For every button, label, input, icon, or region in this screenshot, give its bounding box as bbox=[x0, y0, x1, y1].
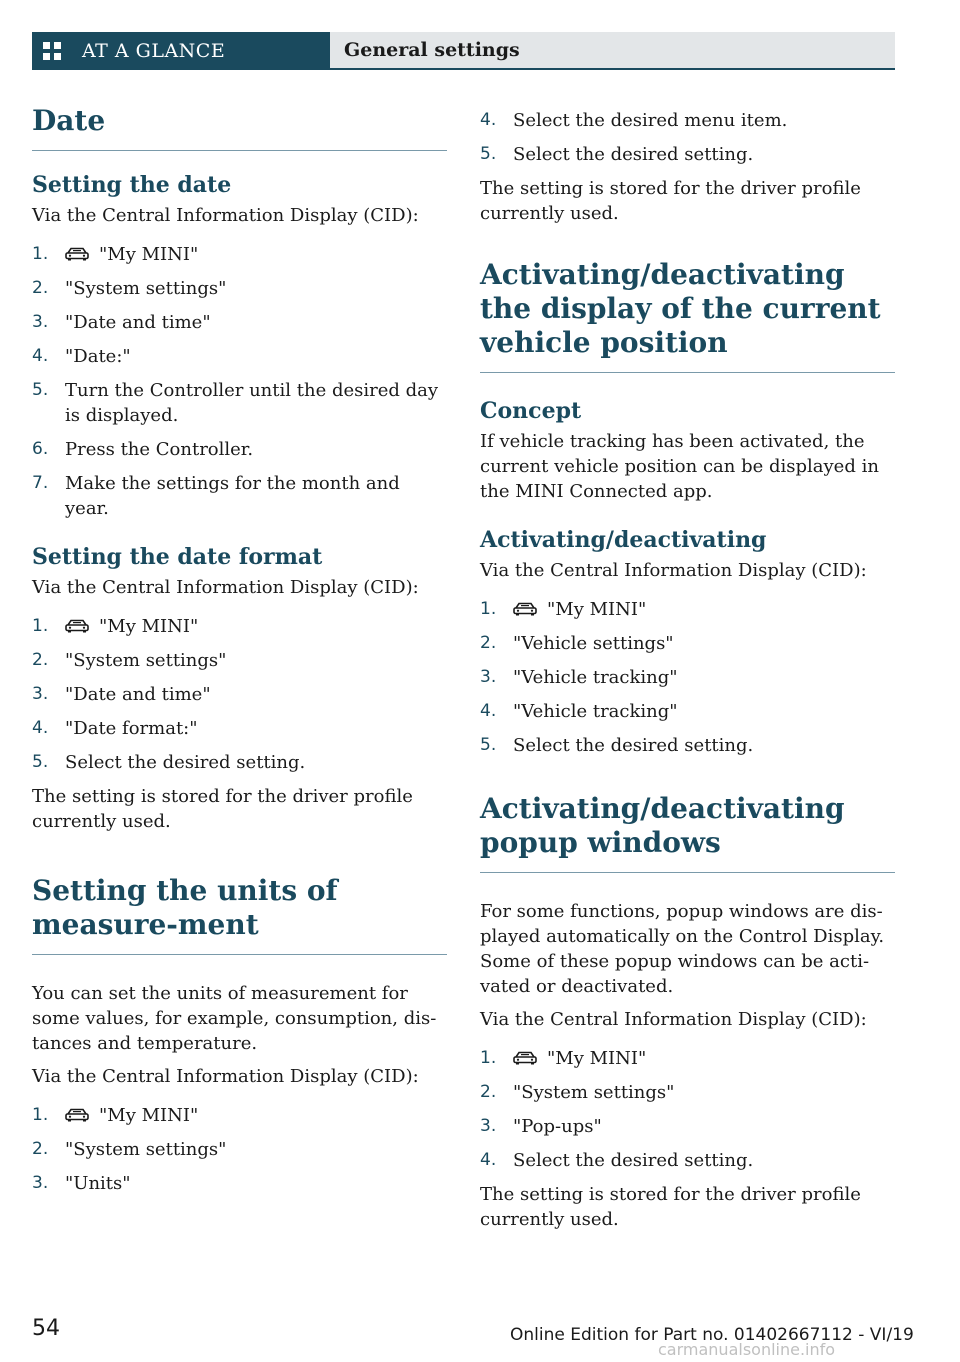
list-item bbox=[32, 648, 447, 673]
right-column bbox=[480, 108, 895, 1240]
step-text: "Date and time" bbox=[65, 312, 211, 333]
car-icon bbox=[65, 243, 89, 257]
step-text: "Units" bbox=[65, 1173, 131, 1194]
step-text: "Date and time" bbox=[65, 684, 211, 705]
car-icon bbox=[65, 1104, 89, 1118]
step-number: 5. bbox=[32, 380, 49, 400]
list-item bbox=[32, 276, 447, 301]
step-number: 2. bbox=[32, 650, 49, 670]
date-format-intro: Via the Central Information Display (CID): bbox=[32, 577, 419, 598]
list-item bbox=[32, 750, 447, 775]
activating-steps bbox=[480, 597, 895, 758]
list-item bbox=[32, 614, 447, 639]
step-text: "My MINI" bbox=[99, 244, 199, 265]
step-number: 2. bbox=[32, 1139, 49, 1159]
section-label: AT A GLANCE bbox=[82, 40, 226, 62]
step-number: 3. bbox=[32, 312, 49, 332]
list-item bbox=[32, 1103, 447, 1128]
step-text: Select the desired menu item. bbox=[513, 110, 788, 131]
list-item bbox=[480, 1080, 895, 1105]
date-heading: Date bbox=[32, 104, 447, 151]
step-number: 1. bbox=[32, 616, 49, 636]
setting-date-heading: Setting the date bbox=[32, 172, 232, 198]
step-text: "Pop-ups" bbox=[513, 1116, 602, 1137]
step-text: Turn the Controller until the desired day is displayed. bbox=[65, 380, 439, 426]
list-item bbox=[32, 310, 447, 335]
step-number: 2. bbox=[32, 278, 49, 298]
list-item bbox=[480, 665, 895, 690]
page-number: 54 bbox=[32, 1316, 60, 1341]
car-icon bbox=[65, 615, 89, 629]
list-item bbox=[32, 242, 447, 267]
watermark: carmanualsonline.info bbox=[658, 1340, 836, 1359]
step-text: "Date format:" bbox=[65, 718, 198, 739]
step-text: Select the desired setting. bbox=[513, 1150, 754, 1171]
step-number: 6. bbox=[32, 439, 49, 459]
section-tab bbox=[32, 32, 330, 70]
list-item bbox=[480, 699, 895, 724]
step-text: "My MINI" bbox=[99, 1105, 199, 1126]
list-item bbox=[480, 597, 895, 622]
step-number: 2. bbox=[480, 1082, 497, 1102]
step-text: Select the desired setting. bbox=[65, 752, 306, 773]
edition-note: Online Edition for Part no. 01402667112 - VI/19 bbox=[510, 1325, 914, 1345]
popup-heading: Activating/deactivating popup windows bbox=[480, 792, 895, 873]
step-number: 3. bbox=[32, 1173, 49, 1193]
concept-body: If vehicle tracking has been activated, the current vehicle position can be displayed in the MINI Connected app. bbox=[480, 431, 879, 502]
list-item bbox=[480, 1114, 895, 1139]
page-title: General settings bbox=[344, 39, 520, 61]
list-item bbox=[32, 1137, 447, 1162]
step-number: 5. bbox=[480, 735, 497, 755]
grid-icon bbox=[43, 42, 61, 60]
step-text: Make the settings for the month and year. bbox=[65, 473, 400, 519]
units-body: You can set the units of measurement for some values, for example, consumption, dis‐tances and temperature. bbox=[32, 983, 437, 1054]
step-number: 4. bbox=[32, 718, 49, 738]
step-text: "Vehicle settings" bbox=[513, 633, 674, 654]
concept-heading: Concept bbox=[480, 398, 582, 424]
step-number: 4. bbox=[480, 1150, 497, 1170]
list-item bbox=[32, 344, 447, 369]
setting-date-intro: Via the Central Information Display (CID): bbox=[32, 205, 419, 226]
step-text: Select the desired setting. bbox=[513, 144, 754, 165]
list-item bbox=[32, 378, 447, 428]
date-format-note: The setting is stored for the driver profile currently used. bbox=[32, 786, 413, 832]
car-icon bbox=[513, 1047, 537, 1061]
step-number: 3. bbox=[480, 667, 497, 687]
popup-steps bbox=[480, 1046, 895, 1173]
popup-note: The setting is stored for the driver profile currently used. bbox=[480, 1184, 861, 1230]
step-text: "Vehicle tracking" bbox=[513, 667, 678, 688]
step-number: 7. bbox=[32, 473, 49, 493]
list-item bbox=[480, 1046, 895, 1071]
units-intro: Via the Central Information Display (CID): bbox=[32, 1066, 419, 1087]
date-format-heading: Setting the date format bbox=[32, 544, 323, 570]
step-number: 4. bbox=[480, 110, 497, 130]
list-item bbox=[480, 108, 895, 133]
popup-intro: Via the Central Information Display (CID): bbox=[480, 1009, 867, 1030]
step-text: "My MINI" bbox=[99, 616, 199, 637]
list-item bbox=[480, 142, 895, 167]
setting-date-steps bbox=[32, 242, 447, 521]
step-number: 3. bbox=[480, 1116, 497, 1136]
activating-intro: Via the Central Information Display (CID): bbox=[480, 560, 867, 581]
list-item bbox=[480, 631, 895, 656]
activating-heading: Activating/deactivating bbox=[480, 527, 767, 553]
step-text: "Vehicle tracking" bbox=[513, 701, 678, 722]
left-column bbox=[32, 104, 447, 1205]
units-steps-continued bbox=[480, 108, 895, 167]
list-item bbox=[32, 682, 447, 707]
list-item bbox=[32, 1171, 447, 1196]
position-heading: Activating/deactivating the display of the current vehicle position bbox=[480, 258, 895, 373]
step-text: Select the desired setting. bbox=[513, 735, 754, 756]
step-number: 2. bbox=[480, 633, 497, 653]
step-text: "Date:" bbox=[65, 346, 131, 367]
step-text: "My MINI" bbox=[547, 1048, 647, 1069]
list-item bbox=[32, 437, 447, 462]
units-note: The setting is stored for the driver profile currently used. bbox=[480, 178, 861, 224]
popup-body: For some functions, popup windows are dis‐played automatically on the Control Display. Some of these popup windows can be acti‐vated or deactivated. bbox=[480, 901, 885, 997]
step-text: "System settings" bbox=[513, 1082, 675, 1103]
step-text: "System settings" bbox=[65, 650, 227, 671]
step-text: "System settings" bbox=[65, 1139, 227, 1160]
date-format-steps bbox=[32, 614, 447, 775]
units-steps bbox=[32, 1103, 447, 1196]
list-item bbox=[32, 471, 447, 521]
list-item bbox=[480, 1148, 895, 1173]
list-item bbox=[480, 733, 895, 758]
step-number: 1. bbox=[32, 1105, 49, 1125]
units-heading: Setting the units of measure‐ment bbox=[32, 874, 447, 955]
step-number: 4. bbox=[32, 346, 49, 366]
step-text: "System settings" bbox=[65, 278, 227, 299]
step-number: 5. bbox=[32, 752, 49, 772]
page-header bbox=[32, 32, 895, 70]
step-number: 5. bbox=[480, 144, 497, 164]
list-item bbox=[32, 716, 447, 741]
step-number: 1. bbox=[480, 599, 497, 619]
car-icon bbox=[513, 598, 537, 612]
step-text: Press the Controller. bbox=[65, 439, 254, 460]
step-number: 4. bbox=[480, 701, 497, 721]
page-title-tab bbox=[330, 32, 895, 70]
step-number: 1. bbox=[32, 244, 49, 264]
step-number: 1. bbox=[480, 1048, 497, 1068]
step-number: 3. bbox=[32, 684, 49, 704]
step-text: "My MINI" bbox=[547, 599, 647, 620]
